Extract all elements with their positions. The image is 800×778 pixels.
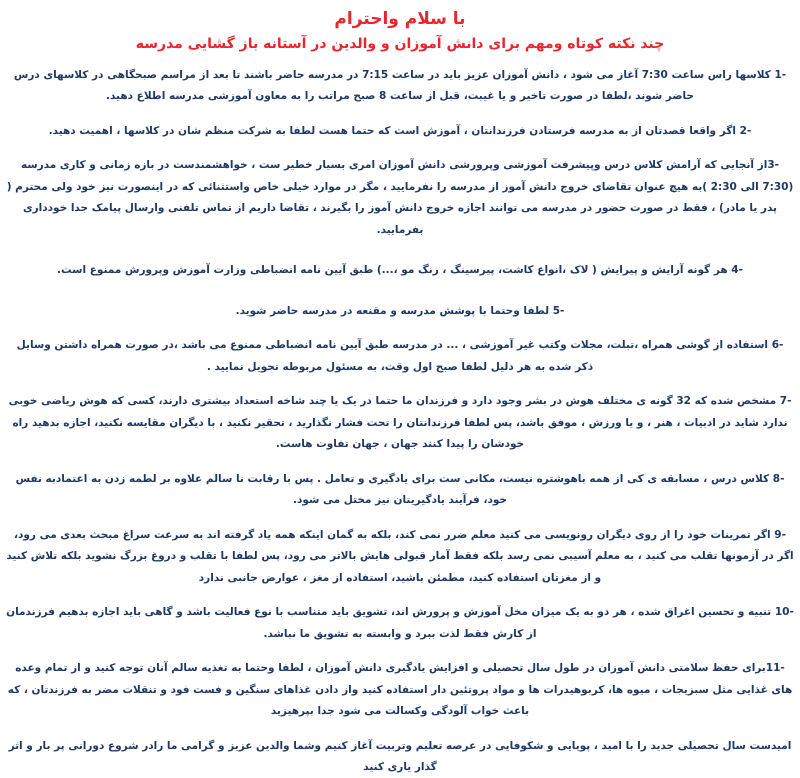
note-item-11: -11برای حفظ سلامتی دانش آموزان در طول سال تحصیلی و افزایش یادگیری دانش آموزان ، لطفا وحتما به تغذیه سالم آنان توجه کنید و از تمام وعده های غذایی مثل سبزیجات ، میوه ها، کربوهیدرات ها و مواد پروتئین دار استفاده کنید واز دادن غذاهای سنگین و فست فود و تنقلات مضر به فرزندتان ، که باعث خواب آلودگی وکسالت می شود جدا بپرهیزید [7, 662, 793, 718]
note-item-2: -2 اگر واقعا قصدتان از به مدرسه فرستادن فرزندانتان ، آموزش است که حتما هست لطفا به شرکت منظم شان در کلاسها ، اهمیت دهید. [48, 124, 752, 137]
document-title: با سلام واحترام [334, 9, 466, 29]
note-item-1: -1 کلاسها راس ساعت 7:30 آغاز می شود ، دانش آموزان عزیز باید در ساعت 7:15 در مدرسه حاضر باشند تا بعد از مراسم صبحگاهی در کلاسهای درس حاضر شوند ،لطفا در صورت تاخیر و یا غیبت، قبل از ساعت 8 صبح مراتب را به معاون آموزشی مدرسه اطلاع دهید. [13, 68, 787, 103]
note-item-5: -5 لطفا وحتما با پوشش مدرسه و مقنعه در مدرسه حاضر شوید. [235, 304, 565, 317]
note-item-4: -4 هر گونه آرایش و پیرایش ( لاک ،انواع کاشت، پیرسینگ ، رنگ مو ،...) طبق آیین نامه انضباطی وزارت آموزش وپرورش ممنوع است. [57, 264, 743, 277]
document-subtitle: چند نکته کوتاه ومهم برای دانش آموزان و والدین در آستانه باز گشایی مدرسه [135, 35, 665, 52]
note-item-7: -7 مشخص شده که 32 گونه ی مختلف هوش در بشر وجود دارد و فرزندان ما حتما در یک یا چند شاخه استعداد بیشتری دارند، کسی که هوش ریاضی خوبی ندارد شاید در ادبیات ، هنر ، و یا ورزش ، موفق باشد، پس لطفا فرزندانتان را تحت فشار نگذارید ، تحقیر نکنید ، با دیگران مقایسه نکنید، اجازه بدهید راه خودشان را پیدا کنند جهان ، جهان تفاوت هاست. [8, 395, 792, 451]
note-item-10: -10 تنبیه و تحسین اغراق شده ، هر دو به یک میزان مخل آموزش و پرورش اند، تشویق باید متناسب با نوع فعالیت باشد و گاهی باید اجازه بدهیم فرزندمان از کارش فقط لذت ببرد و وابسته به تشویق ما نباشد. [6, 606, 794, 640]
note-item-9: -9 اگر تمرینات خود را از روی دیگران رونویسی می کنید معلم ضرر نمی کند، بلکه به گمان اینکه همه یاد گرفته اند به سرعت سراغ مبحث بعدی می رود، اگر در آزمونها تقلب می کنید ، به معلم آسیبی نمی رسد بلکه فقط آمار قبولی هایش بالاتر می رود، پس لطفا با تقلب و دروغ بزرگ نشوید بلکه تلاش کنید و از مغزتان استفاده کنید، مطمئن باشید، استفاده از مغز ، عوارض جانبی ندارد [6, 528, 794, 584]
note-item-3: -3از آنجایی که آرامش کلاس درس وپیشرفت آموزشی وپرورشی دانش آموزان امری بسیار خطیر ست ، خواهشمندست در بازه زمانی و کاری مدرسه (7:30 الی 2:30 )به هیچ عنوان تقاضای خروج دانش آموز از مدرسه را نفرمایید ، مگر در موارد خیلی خاص واستثنائی که در اینصورت نیز خود ولی محترم ( پدر یا مادر) ، فقط در صورت حضور در مدرسه می توانند اجازه خروج دانش آموز را بگیرند ، تقاضا داریم از تماس تلفنی وارسال پیامک جدا خودداری بفرمایید. [6, 159, 794, 236]
note-item-6: -6 استفاده از گوشی همراه ،تبلت، مجلات وکتب غیر آموزشی ، ... در مدرسه طبق آیین نامه انضباطی ممنوع می باشد ،در صورت همراه داشتن وسایل ذکر شده به هر دلیل لطفا صبح اول وقت، به مسئول مربوطه تحویل نمایید . [16, 339, 784, 373]
closing-note: امیدست سال تحصیلی جدید را با امید ، پویایی و شکوفایی در عرصه تعلیم وتربیت آغاز کنیم وشما والدین عزیز و گرامی ما رادر شروع دورانی پر بار و اثر گذار یاری کنید [8, 739, 792, 773]
note-item-8: -8 کلاس درس ، مسابقه ی کی از همه باهوشتره نیست، مکانی ست برای یادگیری و تعامل . پس با رقابت نا سالم علاوه بر لطمه زدن به اعتمادبه نفس خود، فرآیند یادگیریتان نیز مختل می شود. [15, 472, 785, 507]
